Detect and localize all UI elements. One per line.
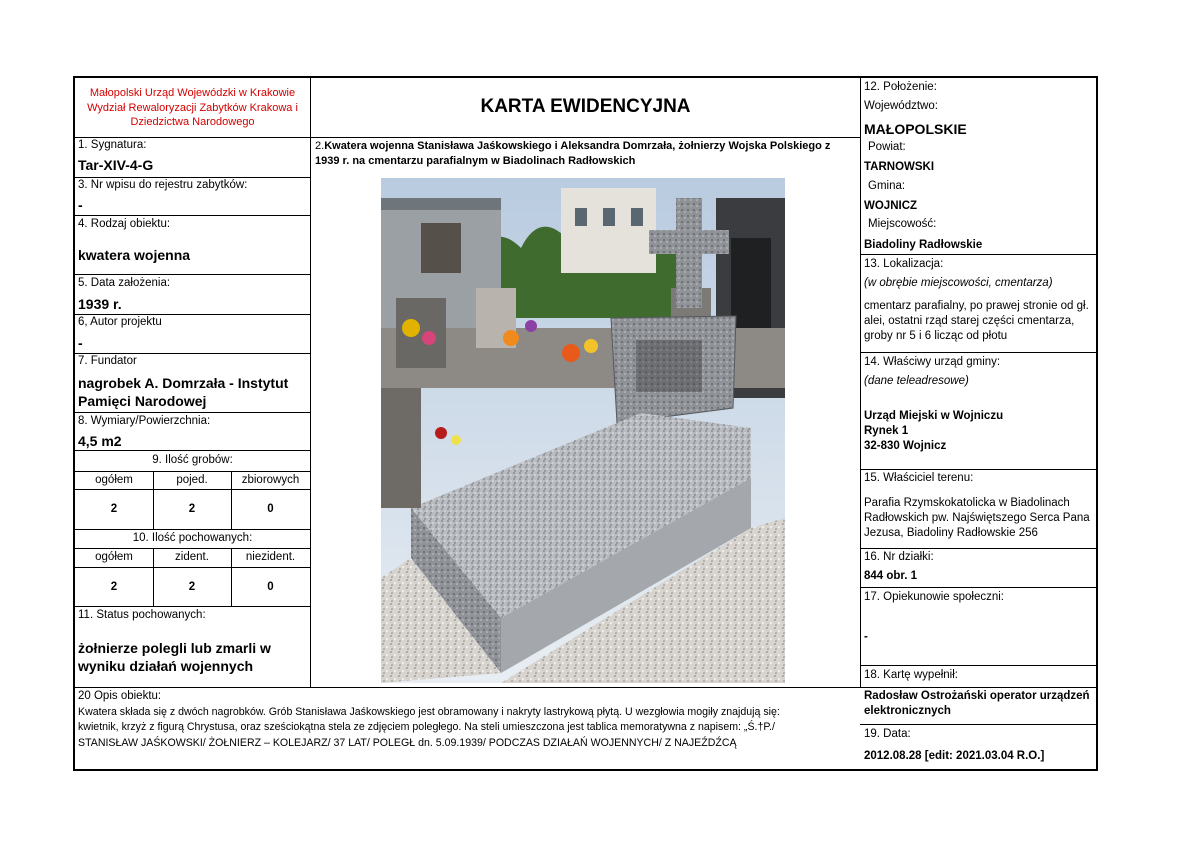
location-label: 12. Położenie: (864, 81, 937, 93)
localization-label: 13. Lokalizacja: (864, 258, 944, 270)
graves-header-total: ogółem (95, 474, 133, 486)
voivodeship-label: Województwo: (864, 100, 938, 112)
dimensions-value: 4,5 m2 (78, 433, 122, 449)
graves-value-single: 2 (188, 503, 196, 515)
graves-count-title: 9. Ilość grobów: (152, 454, 233, 466)
signature-value: Tar-XIV-4-G (78, 157, 154, 173)
buried-value-total: 2 (110, 581, 118, 593)
date-value: 2012.08.28 [edit: 2021.03.04 R.O.] (864, 750, 1045, 762)
commune-label: Gmina: (868, 180, 906, 192)
municipal-office-hint: (dane teleadresowe) (864, 375, 969, 387)
description-label: 20 Opis obiektu: (78, 690, 162, 702)
dimensions-label: 8. Wymiary/Powierzchnia: (78, 415, 211, 427)
description-text: Kwatera składa się z dwóch nagrobków. Grób Stanisława Jaśkowskiego jest obramowany i nakryty lastrykową płytą. U wezgłowia mogiły znajdują się: kwietnik, krzyż z figurą Chrystusa, oraz sześciokątna stela ze zdjęciem poległego. Na steli umieszczona jest tablica memoratywna z napisem: „Ś.†P./ STANISŁAW JAŚKOWSKI/ ŻOŁNIERZ – KOLEJARZ/ 37 LAT/ POLEGŁ dn. 5.09.1939/ PODCZAS DZIAŁAŃ WOJENNYCH/ Z NAJEŹDŹCĄ (78, 706, 780, 749)
voivodeship-value: MAŁOPOLSKIE (864, 121, 967, 137)
county-label: Powiat: (868, 141, 906, 153)
buried-header-identified: zident. (175, 551, 209, 563)
designer-label: 6, Autor projektu (78, 316, 162, 328)
object-name: 2.Kwatera wojenna Stanisława Jaśkowskiego i Aleksandra Domrzała, żołnierzy Wojska Polskiego z 1939 r. na cmentarzu parafialnym w Biadolinach Radłowskich (315, 140, 831, 167)
founding-date-value: 1939 r. (78, 296, 122, 312)
plot-number-value: 844 obr. 1 (864, 570, 918, 582)
grave-photo-illustration (381, 178, 785, 683)
locality-label: Miejscowość: (868, 218, 937, 230)
buried-value-unidentified: 0 (267, 581, 274, 593)
date-label: 19. Data: (864, 728, 911, 740)
buried-header-unidentified: niezident. (245, 551, 296, 563)
land-owner-label: 15. Właściciel terenu: (864, 472, 974, 484)
graves-value-total: 2 (110, 503, 118, 515)
record-card (73, 76, 1098, 771)
locality-value: Biadoliny Radłowskie (864, 239, 983, 251)
object-type-label: 4. Rodzaj obiektu: (78, 218, 171, 230)
buried-status-label: 11. Status pochowanych: (78, 609, 206, 621)
grave-photo (381, 178, 785, 683)
graves-header-single: pojed. (176, 474, 208, 486)
caretakers-value: - (864, 631, 868, 643)
institution-name: Małopolski Urząd Wojewódzki w Krakowie Wydział Rewaloryzacji Zabytków Krakowa i Dziedzictwa Narodowego (87, 87, 298, 128)
municipal-office-value: Urząd Miejski w Wojniczu Rynek 1 32-830 Wojnicz (864, 410, 1004, 452)
graves-header-mass: zbiorowych (241, 474, 300, 486)
buried-status-value: żołnierze polegli lub zmarli w wyniku działań wojennych (78, 640, 271, 674)
buried-header-total: ogółem (95, 551, 133, 563)
founding-date-label: 5. Data założenia: (78, 277, 171, 289)
filled-by-value: Radosław Ostrożański operator urządzeń elektronicznych (864, 690, 1090, 717)
commune-value: WOJNICZ (864, 200, 918, 212)
graves-value-mass: 0 (267, 503, 274, 515)
object-type-value: kwatera wojenna (78, 247, 191, 263)
plot-number-label: 16. Nr działki: (864, 551, 934, 563)
card-title: KARTA EWIDENCYJNA (480, 96, 691, 117)
registry-value: - (78, 197, 83, 213)
land-owner-value: Parafia Rzymskokatolicka w Biadolinach Radłowskich pw. Najświętszego Serca Pana Jezusa, Biadoliny Radłowskie 256 (864, 497, 1090, 539)
county-value: TARNOWSKI (864, 161, 935, 173)
localization-value: cmentarz parafialny, po prawej stronie od gł. alei, ostatni rząd starej części cmentarza, groby nr 5 i 6 licząc od płotu (864, 300, 1089, 342)
municipal-office-label: 14. Właściwy urząd gminy: (864, 356, 1001, 368)
designer-value: - (78, 335, 83, 351)
buried-value-identified: 2 (188, 581, 196, 593)
founder-label: 7. Fundator (78, 355, 137, 367)
signature-label: 1. Sygnatura: (78, 139, 147, 151)
founder-value: nagrobek A. Domrzała - Instytut Pamięci Narodowej (78, 375, 289, 409)
caretakers-label: 17. Opiekunowie społeczni: (864, 591, 1004, 603)
buried-count-title: 10. Ilość pochowanych: (132, 532, 253, 544)
filled-by-label: 18. Kartę wypełnił: (864, 669, 958, 681)
registry-label: 3. Nr wpisu do rejestru zabytków: (78, 179, 248, 191)
localization-hint: (w obrębie miejscowości, cmentarza) (864, 277, 1053, 289)
